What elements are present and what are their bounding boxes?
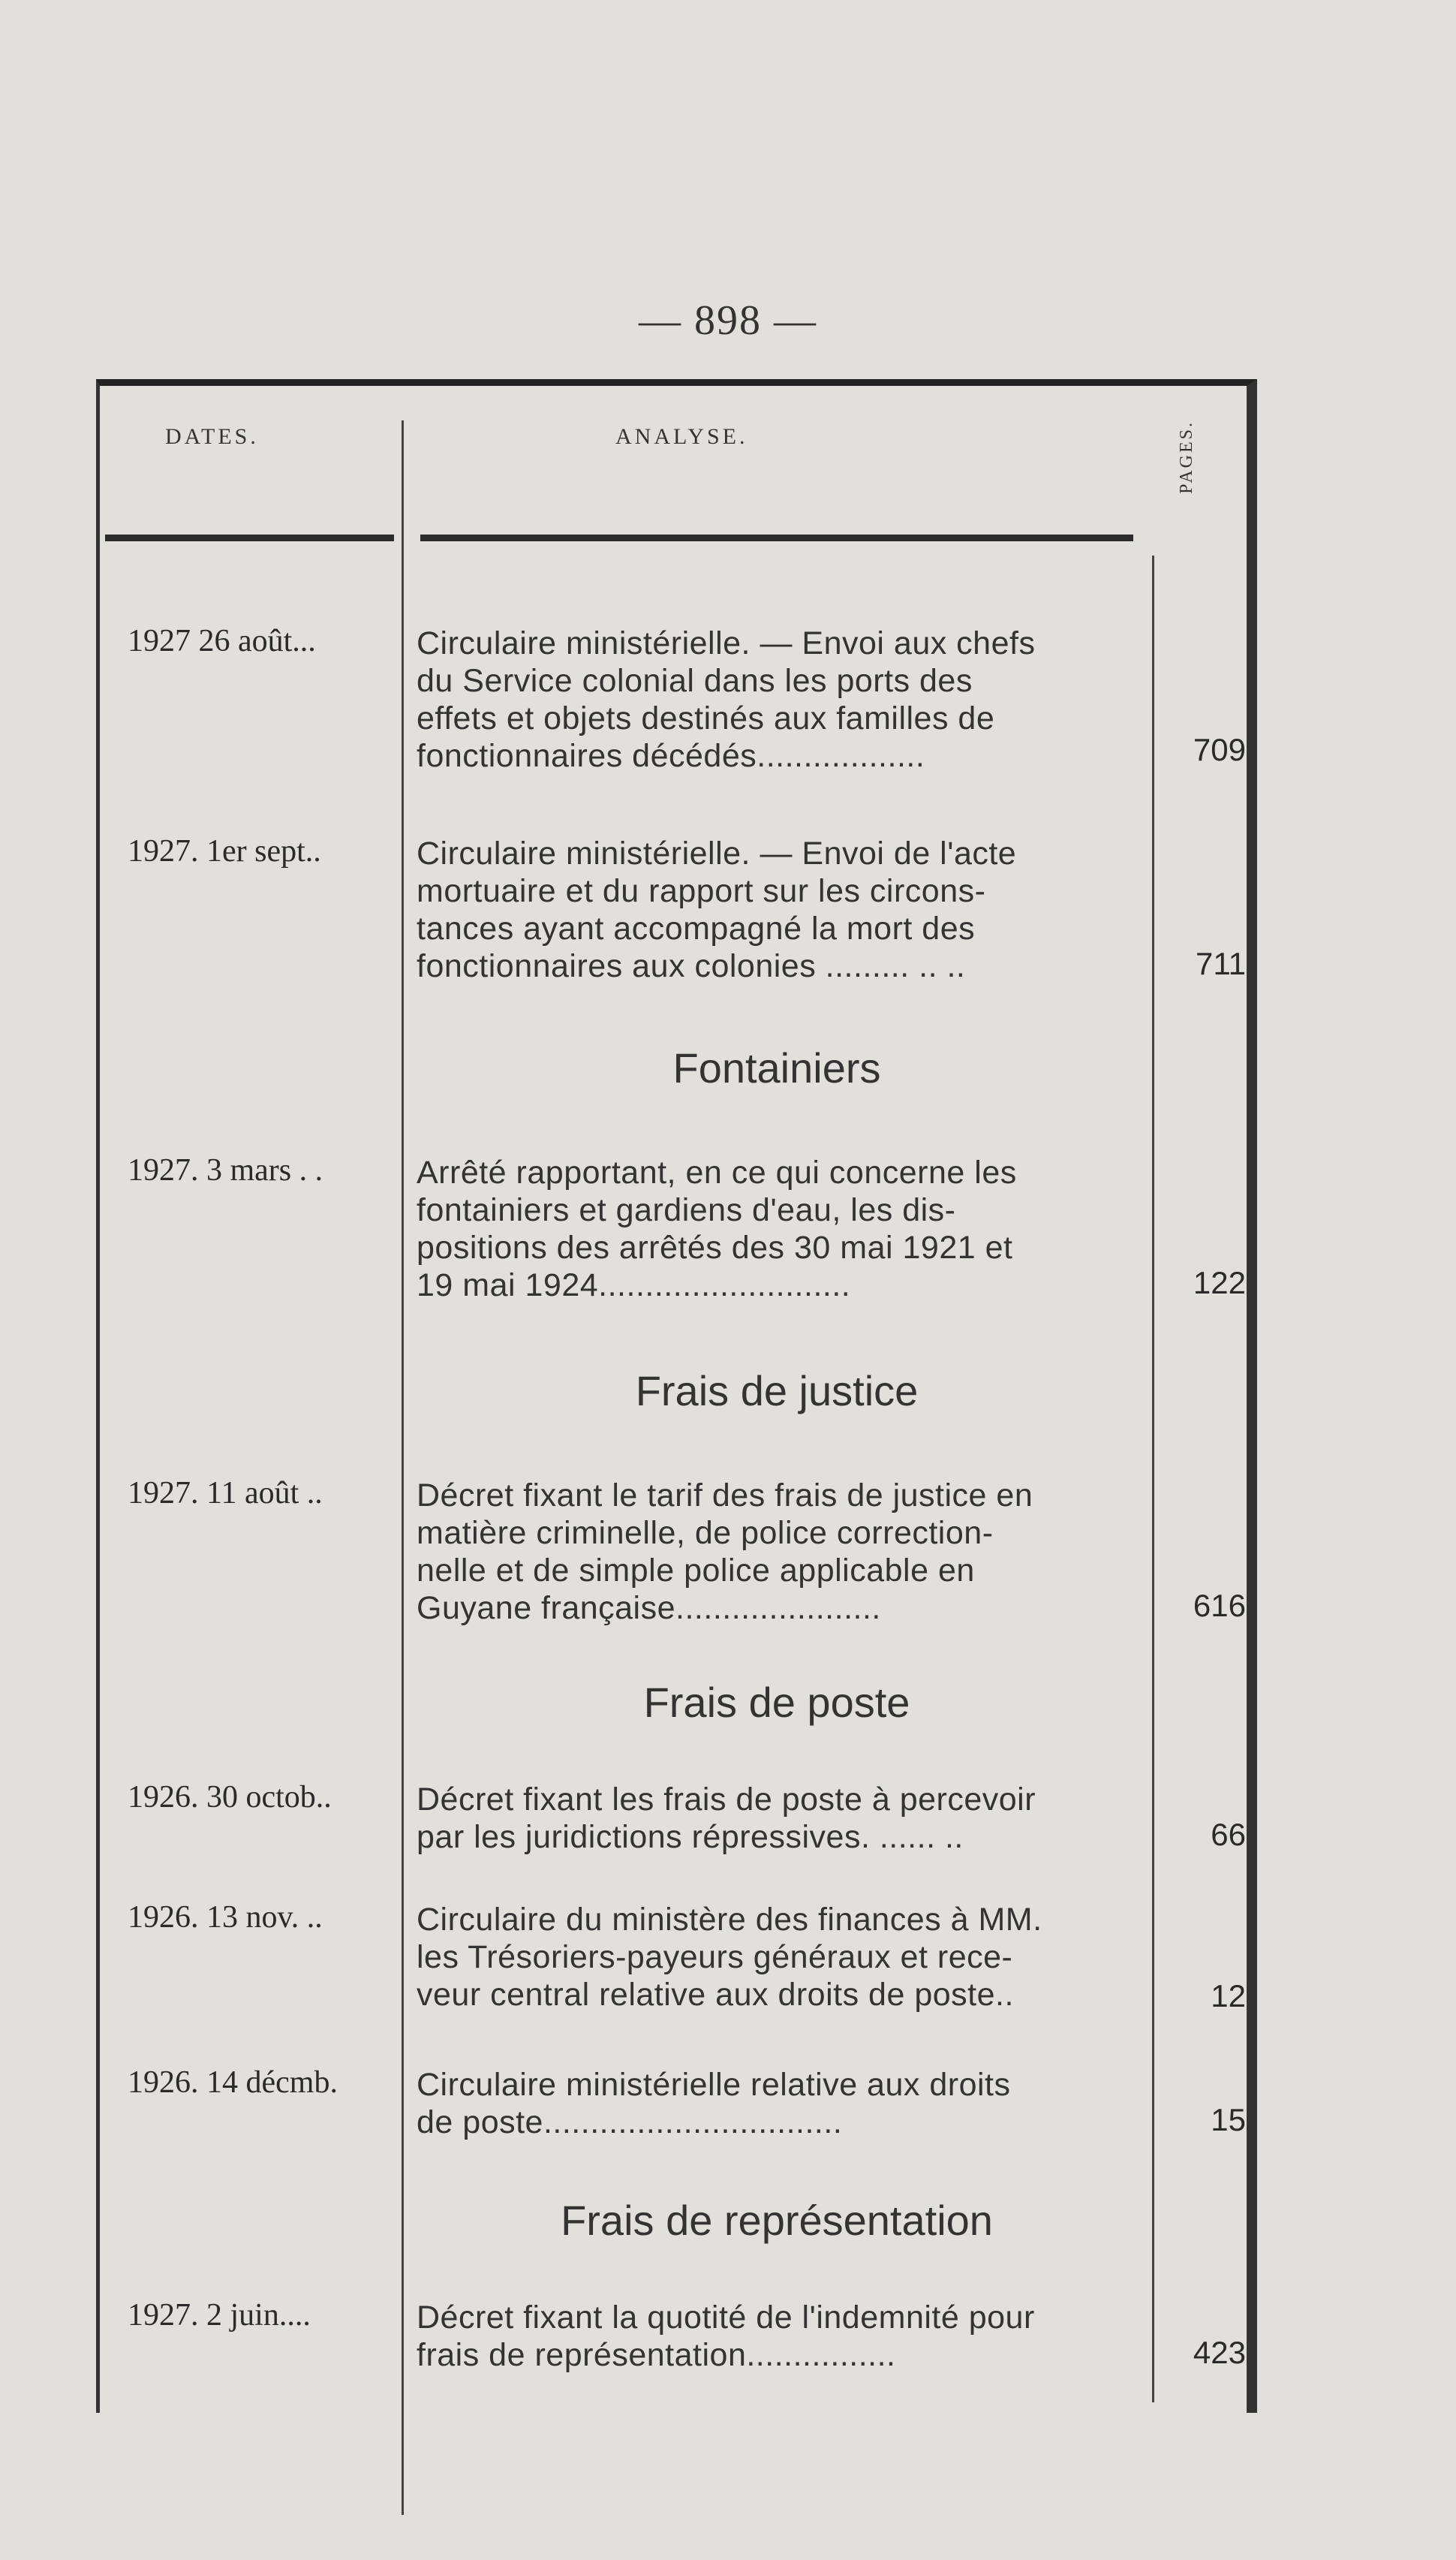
entry-page: 423 [1193, 2335, 1246, 2370]
entry-date: 1927 26 août... [128, 624, 316, 658]
entry-text [417, 1781, 1137, 1856]
entry-date: 1927. 1er sept.. [128, 834, 321, 869]
page-number: — 898 — [639, 297, 817, 344]
column-divider-pages [1152, 556, 1154, 2402]
entry-line: Circulaire du ministère des finances à MM. [417, 1902, 1042, 1938]
entry-line: nelle et de simple police applicable en [417, 1553, 975, 1589]
entry-line: Circulaire ministérielle relative aux droits [417, 2067, 1011, 2103]
entry-line: positions des arrêtés des 30 mai 1921 et [417, 1230, 1013, 1266]
entry-date: 1927. 11 août .. [128, 1476, 323, 1510]
entry-text [417, 2299, 1137, 2374]
entry-page: 66 [1211, 1817, 1246, 1852]
entry-text [417, 625, 1137, 775]
entry-date: 1926. 13 nov. .. [128, 1900, 323, 1935]
entry-line: Décret fixant la quotité de l'indemnité pour [417, 2299, 1035, 2336]
entry-line: les Trésoriers-payeurs généraux et rece- [417, 1939, 1013, 1975]
entry-page: 709 [1193, 732, 1246, 767]
entry-line: par les juridictions répressives. ...... .. [417, 1819, 964, 1855]
entry-text [417, 1154, 1137, 1304]
section-title: Fontainiers [672, 1044, 881, 1092]
column-divider-dates [402, 420, 404, 2515]
entry-line: Arrêté rapportant, en ce qui concerne les [417, 1155, 1017, 1191]
entry-date: 1927. 2 juin.... [128, 2298, 311, 2333]
entry-page: 122 [1193, 1265, 1246, 1300]
entry-text [417, 2066, 1137, 2141]
entry-page: 711 [1196, 946, 1246, 981]
entry-text [417, 1477, 1137, 1627]
entry-line: effets et objets destinés aux familles de [417, 700, 995, 736]
entry-date: 1926. 30 octob.. [128, 1780, 332, 1815]
entry-line: Décret fixant le tarif des frais de justice en [417, 1477, 1033, 1513]
entry-line: fonctionnaires aux colonies ......... .. .. [417, 948, 966, 984]
header-rule-analyse [420, 535, 1133, 541]
entry-date: 1926. 14 décmb. [128, 2065, 338, 2100]
header-pages: PAGES. [1177, 420, 1196, 494]
section-title: Frais de justice [635, 1367, 919, 1414]
entry-page: 15 [1211, 2102, 1246, 2137]
entry-line: Guyane française...................... [417, 1590, 881, 1626]
entry-line: Circulaire ministérielle. — Envoi de l'acte [417, 836, 1017, 872]
entry-date: 1927. 3 mars . . [128, 1153, 323, 1188]
entry-page: 616 [1193, 1588, 1246, 1623]
entry-line: du Service colonial dans les ports des [417, 663, 973, 699]
entry-line: frais de représentation................ [417, 2337, 896, 2373]
entry-line: 19 mai 1924........................... [417, 1267, 851, 1303]
entry-line: Décret fixant les frais de poste à percevoir [417, 1781, 1036, 1818]
entry-line: de poste................................ [417, 2104, 843, 2140]
entry-line: mortuaire et du rapport sur les circons- [417, 873, 986, 909]
entry-line: Circulaire ministérielle. — Envoi aux chefs [417, 625, 1036, 661]
section-title: Frais de poste [643, 1679, 910, 1726]
entry-text [417, 835, 1137, 985]
entry-line: matière criminelle, de police correction- [417, 1515, 994, 1551]
entry-line: fonctionnaires décédés.................. [417, 738, 925, 774]
entry-line: tances ayant accompagné la mort des [417, 911, 976, 947]
entry-line: fontainiers et gardiens d'eau, les dis- [417, 1192, 956, 1228]
entry-page: 12 [1211, 1978, 1246, 2013]
entry-line: veur central relative aux droits de poste.. [417, 1977, 1014, 2013]
entry-text [417, 1901, 1137, 2013]
header-analyse: ANALYSE. [615, 424, 748, 449]
header-dates: DATES. [165, 424, 259, 449]
section-title: Frais de représentation [561, 2197, 993, 2244]
header-rule-dates [105, 535, 394, 541]
